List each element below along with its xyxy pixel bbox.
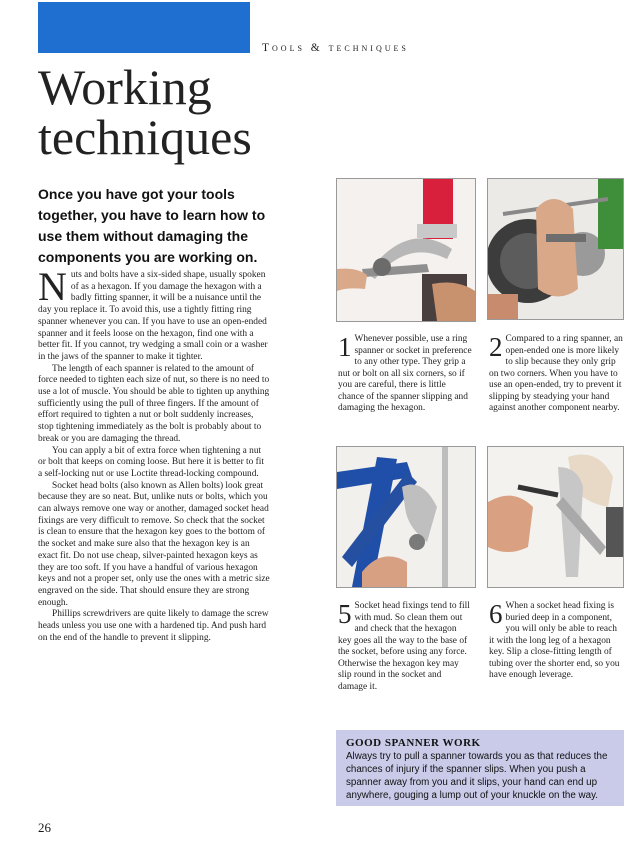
header-color-block [38, 2, 250, 53]
step-2-caption [489, 334, 623, 415]
section-header: Tools & techniques [262, 42, 409, 54]
step-number: 6 [489, 599, 503, 629]
body-paragraph: Nuts and bolts have a six-sided shape, usually spoken of as a hexagon. If you damage the hexagon with a badly fitting spanner, it will be a nuisance until the day you replace it. To avoid this, use a tightly fitting ring spanner whenever you can. If you have to use an open-ended spanner and it feels loose on the hexagon, find one with a better fit. If you cannot, try wedging a small coin or a washer in the jaws of the spanner to make it tighter. [38, 264, 268, 362]
title-line-2: techniques [38, 109, 252, 165]
photo-open-ended-spanner [487, 178, 624, 320]
photo-hexagon-key-tubing [487, 446, 624, 588]
step-number: 2 [489, 332, 503, 362]
step-number: 5 [338, 599, 352, 629]
photo-socket-head-fixing [336, 446, 476, 588]
tip-title: GOOD SPANNER WORK [346, 737, 481, 749]
body-paragraph: You can apply a bit of extra force when tightening a nut or bolt that keeps on coming loose. But here it is better to fit a self-locking nut or use Loctite thread-locking compound. [38, 445, 264, 479]
tip-text: Always try to pull a spanner towards you as that reduces the chances of injury if the spanner slips. When you push a spanner away from you and it slips, your hand can end up anywhere, gouging a lump out of your knuckle on the way. [346, 751, 608, 801]
step-number: 1 [338, 332, 352, 362]
page-number: 26 [38, 820, 51, 835]
step-text: When a socket head fixing is buried deep in a component, you will only be able to reach it with the long leg of a hexagon key. Slip a close-fitting length of tubing over the shorter end, so you have enough leverage. [489, 601, 620, 680]
step-6-caption [489, 601, 623, 682]
photo-ring-spanner [336, 178, 476, 322]
step-5-caption [338, 601, 472, 693]
body-text [38, 264, 270, 645]
step-text: Whenever possible, use a ring spanner or socket in preference to any other type. They grip a nut or bolt on all six corners, so if you are careful, there is little chance of the spanner slipping and damaging the hexagon. [338, 334, 472, 413]
title-line-1: Working [38, 59, 212, 115]
step-1-caption [338, 334, 472, 415]
body-paragraph: The length of each spanner is related to the amount of force needed to tighten each size of nut, so there is no need to use a lot of muscle. You should be able to tighten up anything sufficiently using the pull of three fingers. If the amount of effort required to tighten a nut or bolt suddenly increases, stop tightening immediately as the bolt is probably about to break or you are damaging the thread. [38, 363, 270, 444]
body-paragraph: Phillips screwdrivers are quite likely to damage the screw heads unless you use one with a hardened tip. And push hard on the end of the handle to prevent it slipping. [38, 609, 269, 643]
body-paragraph: Socket head bolts (also known as Allen bolts) look great because they are so neat. But, unlike nuts or bolts, which you can always remove one way or another, damaged socket head fixings are very difficult to remove. So check that the socket is clean to ensure that the hexagon key goes to the bottom of the socket and make sure also that the hexagon key is an exact fit. Do not use cheap, silver-painted hexagon keys as they are too soft. If you have a handful of various hexagon keys and not a proper set, only use the ones with a metric size engraved on the side. That should ensure they are strong enough. [38, 480, 270, 608]
intro-text: Once you have got your tools together, you have to learn how to use them without damaging the components you are working on. [38, 186, 266, 265]
step-text: Socket head fixings tend to fill with mud. So clean them out and check that the hexagon key goes all the way to the base of the socket, before using any force. Otherwise the hexagon key may slip round in the socket and damage it. [338, 601, 470, 692]
page-title [38, 59, 252, 165]
drop-cap: N [38, 264, 67, 309]
tip-box [336, 730, 624, 806]
step-text: Compared to a ring spanner, an open-ended one is more likely to slip because they only grip on two corners. When you have to use an open-ended, try to prevent it slipping by steadying your hand against another component nearby. [489, 334, 623, 413]
